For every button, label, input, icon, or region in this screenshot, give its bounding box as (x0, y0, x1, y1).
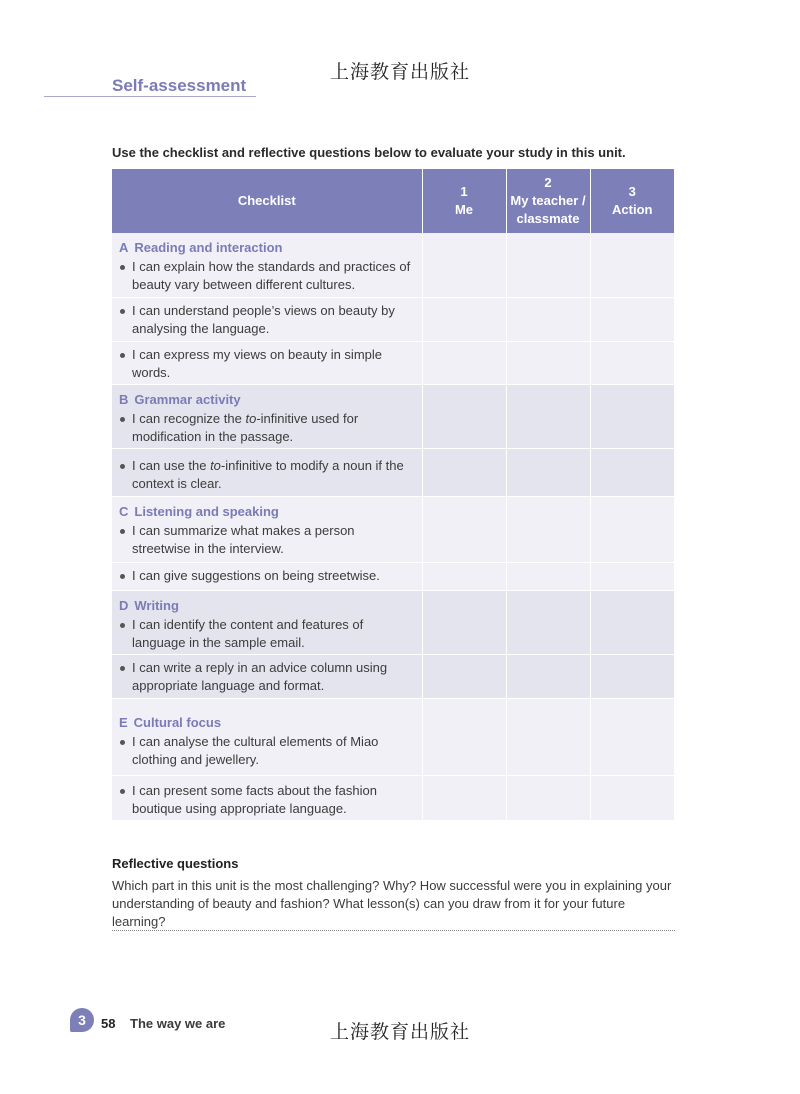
checklist-cell (112, 341, 422, 384)
checklist-cell (112, 562, 422, 590)
table-header-row (112, 169, 674, 233)
header-me (422, 169, 506, 233)
header-teacher-number: 2 (544, 175, 552, 190)
header-teacher-label: My teacher / classmate (510, 193, 586, 226)
table-row (112, 448, 674, 496)
answer-line[interactable] (112, 930, 675, 931)
checklist-cell (112, 297, 422, 341)
checklist-item: I can identify the content and features of language in the sample email. (132, 616, 364, 650)
bullet-icon (120, 353, 125, 358)
teacher-cell[interactable] (506, 297, 590, 341)
checklist-item: I can write a reply in an advice column using appropriate language and format. (132, 659, 388, 693)
me-cell[interactable] (422, 654, 506, 698)
teacher-cell[interactable] (506, 775, 590, 820)
teacher-cell[interactable] (506, 654, 590, 698)
checklist-cell (112, 384, 422, 448)
teacher-cell[interactable] (506, 590, 590, 654)
section-heading: B Grammar activity (119, 391, 241, 407)
action-cell[interactable] (590, 590, 674, 654)
checklist-item: I can give suggestions on being streetwise. (132, 567, 380, 583)
bullet-icon (120, 464, 125, 469)
bullet-icon (120, 265, 125, 270)
checklist-item: I can explain how the standards and practices of beauty vary between different cultures. (132, 259, 411, 292)
action-cell[interactable] (590, 233, 674, 297)
teacher-cell[interactable] (506, 562, 590, 590)
header-action-number: 3 (628, 184, 636, 199)
teacher-cell[interactable] (506, 384, 590, 448)
checklist-item: I can recognize the to-infinitive used for modification in the passage. (132, 410, 359, 444)
action-cell[interactable] (590, 698, 674, 775)
action-cell[interactable] (590, 654, 674, 698)
unit-title: The way we are (130, 1016, 226, 1031)
me-cell[interactable] (422, 590, 506, 654)
unit-number-badge: 3 (70, 1008, 94, 1032)
me-cell[interactable] (422, 448, 506, 496)
table-row (112, 496, 674, 562)
teacher-cell[interactable] (506, 233, 590, 297)
table-row (112, 698, 674, 775)
header-action (590, 169, 674, 233)
checklist-item: I can present some facts about the fashion boutique using appropriate language. (132, 782, 377, 816)
action-cell[interactable] (590, 341, 674, 384)
header-me-number: 1 (460, 184, 468, 199)
title-underline (44, 96, 256, 97)
bullet-icon (120, 740, 125, 745)
table-row (112, 384, 674, 448)
table-row (112, 297, 674, 341)
table-row (112, 590, 674, 654)
page-title: Self-assessment (112, 76, 247, 95)
intro-text: Use the checklist and reflective questions below to evaluate your study in this unit. (112, 145, 626, 160)
me-cell[interactable] (422, 496, 506, 562)
action-cell[interactable] (590, 448, 674, 496)
publisher-watermark-top: 上海教育出版社 (329, 61, 470, 83)
bullet-icon (120, 789, 125, 794)
bullet-icon (120, 529, 125, 534)
table-row (112, 233, 674, 297)
checklist-cell (112, 496, 422, 562)
checklist-cell (112, 698, 422, 775)
section-heading: A Reading and interaction (119, 240, 283, 255)
section-heading: E Cultural focus (119, 714, 222, 730)
checklist-table (112, 169, 674, 821)
bullet-icon (120, 623, 125, 628)
bullet-icon (120, 417, 125, 422)
checklist-item: I can summarize what makes a person streetwise in the interview. (132, 522, 355, 556)
table-row (112, 654, 674, 698)
checklist-cell (112, 448, 422, 496)
action-cell[interactable] (590, 384, 674, 448)
me-cell[interactable] (422, 384, 506, 448)
publisher-watermark-bottom: 上海教育出版社 (329, 1021, 470, 1043)
checklist-cell (112, 590, 422, 654)
teacher-cell[interactable] (506, 448, 590, 496)
teacher-cell[interactable] (506, 496, 590, 562)
checklist-cell (112, 775, 422, 820)
table-row (112, 775, 674, 820)
teacher-cell[interactable] (506, 341, 590, 384)
header-me-label: Me (454, 202, 474, 217)
me-cell[interactable] (422, 341, 506, 384)
header-action-label: Action (612, 202, 653, 217)
me-cell[interactable] (422, 562, 506, 590)
bullet-icon (120, 666, 125, 671)
header-teacher (506, 169, 590, 233)
section-heading: D Writing (119, 597, 179, 613)
section-heading: C Listening and speaking (119, 503, 279, 519)
action-cell[interactable] (590, 496, 674, 562)
me-cell[interactable] (422, 233, 506, 297)
reflective-body: Which part in this unit is the most challenging? Why? How successful were you in explaining your understanding of beauty and fashion? What lesson(s) can you draw from it for your future learning? (112, 878, 672, 929)
action-cell[interactable] (590, 562, 674, 590)
checklist-item: I can use the to-infinitive to modify a noun if the context is clear. (132, 457, 404, 491)
header-checklist: Checklist (112, 169, 422, 233)
table-row (112, 341, 674, 384)
bullet-icon (120, 309, 125, 314)
table-row (112, 562, 674, 590)
teacher-cell[interactable] (506, 698, 590, 775)
checklist-cell (112, 233, 422, 297)
action-cell[interactable] (590, 297, 674, 341)
reflective-heading: Reflective questions (112, 856, 239, 871)
me-cell[interactable] (422, 775, 506, 820)
me-cell[interactable] (422, 297, 506, 341)
bullet-icon (120, 574, 125, 579)
checklist-cell (112, 654, 422, 698)
checklist-item: I can understand people’s views on beauty by analysing the language. (132, 302, 395, 336)
action-cell[interactable] (590, 775, 674, 820)
page-number: 58 (101, 1016, 116, 1031)
checklist-item: I can analyse the cultural elements of Miao clothing and jewellery. (132, 733, 379, 767)
me-cell[interactable] (422, 698, 506, 775)
checklist-item: I can express my views on beauty in simple words. (132, 346, 382, 380)
